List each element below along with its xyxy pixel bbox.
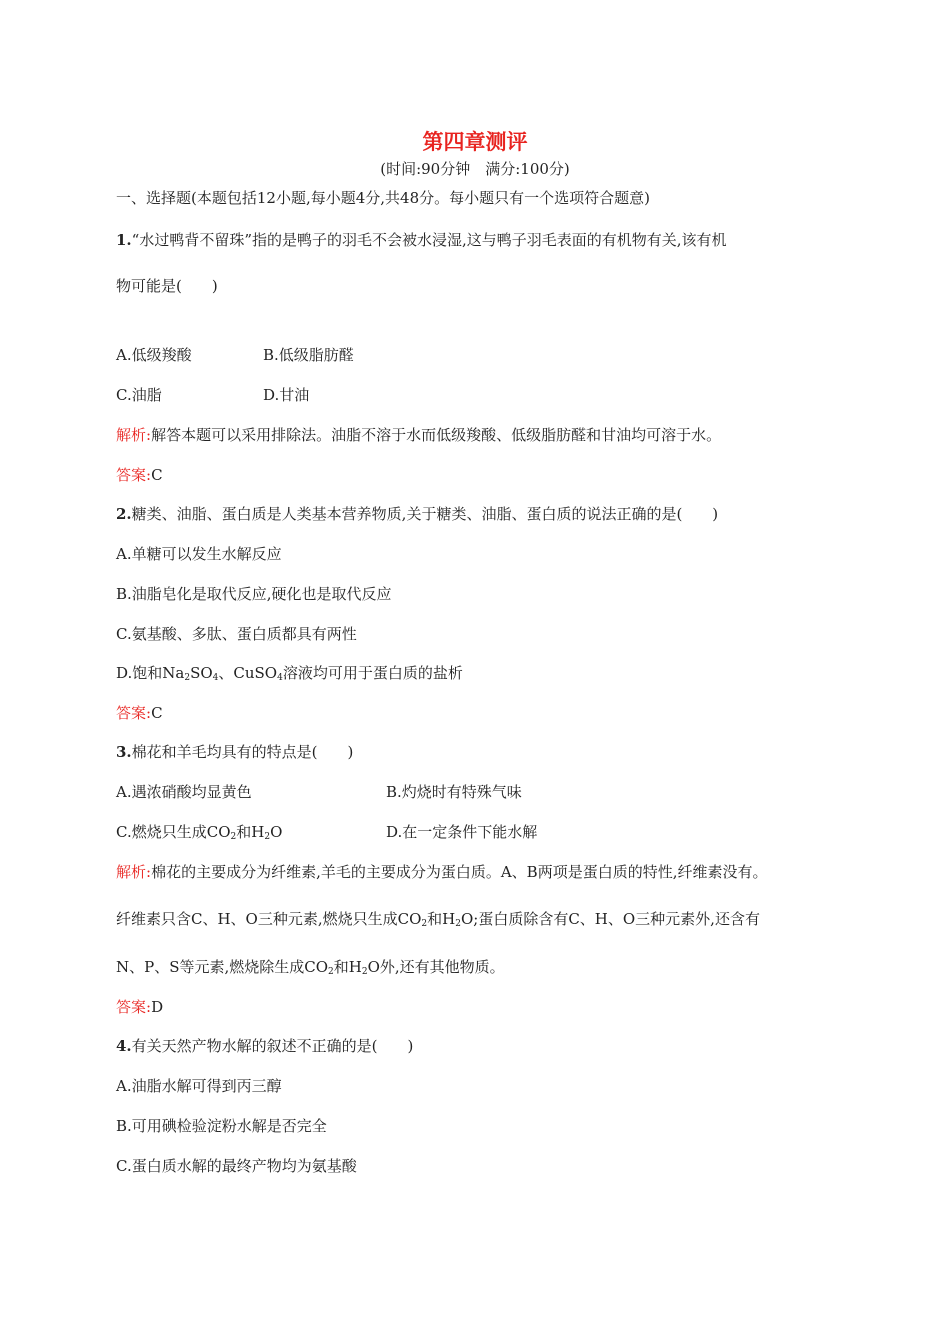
q2-option-d-sub: 4 bbox=[277, 673, 283, 683]
q2-stem bbox=[116, 504, 718, 524]
q4-option-c: C.蛋白质水解的最终产物均为氨基酸 bbox=[116, 1157, 357, 1175]
q3-stem bbox=[116, 742, 353, 762]
q1-stem-line2: 物可能是( ) bbox=[116, 277, 218, 295]
q4-number: 4. bbox=[116, 1037, 132, 1055]
q3-analysis-part: N、P、S等元素,燃烧除生成CO bbox=[116, 958, 329, 976]
q1-option-c: C.油脂 bbox=[116, 386, 162, 404]
q3-analysis-part: 和H bbox=[333, 958, 362, 976]
q3-analysis-part: O外,还有其他物质。 bbox=[367, 958, 505, 976]
q2-option-c: C.氨基酸、多肽、蛋白质都具有两性 bbox=[116, 625, 357, 643]
section-heading: 一、选择题(本题包括12小题,每小题4分,共48分。每小题只有一个选项符合题意) bbox=[116, 189, 650, 207]
q4-option-a: A.油脂水解可得到丙三醇 bbox=[116, 1077, 282, 1095]
q1-option-a: A.低级羧酸 bbox=[116, 346, 192, 364]
q3-analysis-part: O;蛋白质除含有C、H、O三种元素外,还含有 bbox=[460, 910, 760, 928]
q1-stem-line1: “水过鸭背不留珠”指的是鸭子的羽毛不会被水浸湿,这与鸭子羽毛表面的有机物有关,该有机 bbox=[131, 231, 727, 249]
q3-option-a: A.遇浓硝酸均显黄色 bbox=[116, 783, 252, 801]
page-title: 第四章测评 bbox=[422, 129, 528, 154]
q1-option-d: D.甘油 bbox=[263, 386, 310, 404]
q4-stem-text: 有关天然产物水解的叙述不正确的是( ) bbox=[131, 1037, 414, 1055]
q1-answer-value: C bbox=[151, 466, 163, 484]
q3-number: 3. bbox=[116, 743, 132, 761]
q3-analysis-sub: 2 bbox=[421, 919, 428, 929]
q2-stem-text: 糖类、油脂、蛋白质是人类基本营养物质,关于糖类、油脂、蛋白质的说法正确的是( ) bbox=[131, 505, 719, 523]
q2-option-d-part: D.饱和Na bbox=[116, 664, 185, 682]
q3-analysis-part: 和H bbox=[427, 910, 456, 928]
q3-option-c-part: O bbox=[270, 823, 283, 841]
q3-answer bbox=[116, 997, 163, 1017]
q3-option-d: D.在一定条件下能水解 bbox=[386, 823, 538, 841]
q3-option-b: B.灼烧时有特殊气味 bbox=[386, 783, 522, 801]
q2-answer-label: 答案: bbox=[116, 704, 152, 722]
q3-analysis-sub: 2 bbox=[455, 919, 461, 929]
q3-option-c-part: C.燃烧只生成CO bbox=[116, 823, 231, 841]
q3-analysis-part: 纤维素只含C、H、O三种元素,燃烧只生成CO bbox=[116, 910, 422, 928]
q2-option-b: B.油脂皂化是取代反应,硬化也是取代反应 bbox=[116, 585, 392, 603]
q3-analysis-sub: 2 bbox=[328, 967, 334, 977]
q3-analysis-line2 bbox=[116, 909, 760, 929]
q1-answer-label: 答案: bbox=[116, 466, 152, 484]
q3-analysis-line1: 棉花的主要成分为纤维素,羊毛的主要成分为蛋白质。A、B两项是蛋白质的特性,纤维素没有。 bbox=[151, 863, 768, 881]
q3-option-c-sub: 2 bbox=[264, 832, 271, 842]
q3-analysis-sub: 2 bbox=[361, 967, 368, 977]
q3-analysis-line3 bbox=[116, 957, 505, 977]
q2-option-d-part: SO bbox=[190, 664, 213, 682]
q3-answer-value: D bbox=[151, 998, 164, 1016]
q2-option-d-sub: 2 bbox=[184, 673, 191, 683]
q2-option-d-part: 、CuSO bbox=[218, 664, 278, 682]
q1-stem bbox=[116, 230, 727, 250]
q2-option-d bbox=[116, 663, 463, 683]
q1-analysis-text: 解答本题可以采用排除法。油脂不溶于水而低级羧酸、低级脂肪醛和甘油均可溶于水。 bbox=[151, 426, 722, 444]
q3-stem-text: 棉花和羊毛均具有的特点是( ) bbox=[131, 743, 354, 761]
q3-answer-label: 答案: bbox=[116, 998, 152, 1016]
q2-option-d-part: 溶液均可用于蛋白质的盐析 bbox=[282, 664, 463, 682]
q1-number: 1. bbox=[116, 231, 132, 249]
q4-stem bbox=[116, 1036, 413, 1056]
q4-option-b: B.可用碘检验淀粉水解是否完全 bbox=[116, 1117, 327, 1135]
q2-answer bbox=[116, 703, 163, 723]
q1-analysis bbox=[116, 425, 721, 445]
q2-answer-value: C bbox=[151, 704, 163, 722]
q3-analysis bbox=[116, 862, 767, 882]
q2-number: 2. bbox=[116, 505, 132, 523]
exam-info: (时间:90分钟 满分:100分) bbox=[380, 160, 570, 178]
q3-option-c-sub: 2 bbox=[230, 832, 237, 842]
q1-option-b: B.低级脂肪醛 bbox=[263, 346, 354, 364]
q3-option-c-part: 和H bbox=[236, 823, 265, 841]
q1-answer bbox=[116, 465, 163, 485]
q3-option-c bbox=[116, 822, 282, 842]
q3-analysis-label: 解析: bbox=[116, 863, 152, 881]
q1-analysis-label: 解析: bbox=[116, 426, 152, 444]
q2-option-d-sub: 4 bbox=[212, 673, 219, 683]
q2-option-a: A.单糖可以发生水解反应 bbox=[116, 545, 282, 563]
